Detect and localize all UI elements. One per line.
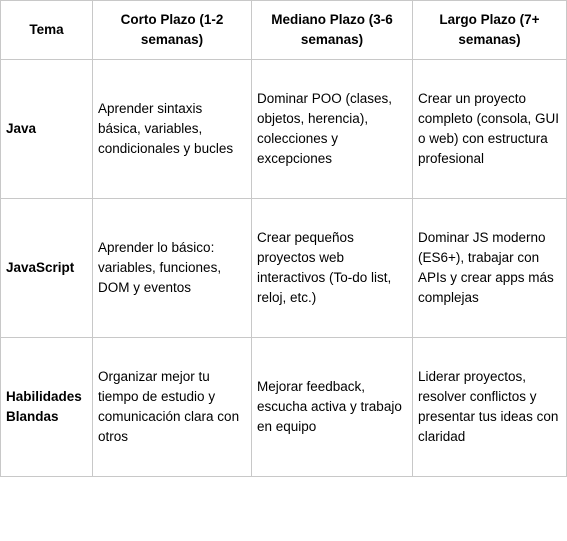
row-topic: Habilidades Blandas [1, 338, 93, 477]
header-medium-term: Mediano Plazo (3-6 semanas) [252, 1, 413, 60]
cell-long-term: Crear un proyecto completo (consola, GUI o web) con estructura profesional [413, 60, 567, 199]
header-short-term: Corto Plazo (1-2 semanas) [93, 1, 252, 60]
cell-long-term: Dominar JS moderno (ES6+), trabajar con APIs y crear apps más complejas [413, 199, 567, 338]
cell-medium-term: Dominar POO (clases, objetos, herencia), colecciones y excepciones [252, 60, 413, 199]
header-row [1, 1, 567, 60]
row-topic: JavaScript [1, 199, 93, 338]
cell-short-term: Aprender sintaxis básica, variables, condicionales y bucles [93, 60, 252, 199]
table-row [1, 60, 567, 199]
cell-short-term: Aprender lo básico: variables, funciones, DOM y eventos [93, 199, 252, 338]
cell-medium-term: Mejorar feedback, escucha activa y trabajo en equipo [252, 338, 413, 477]
table-row [1, 199, 567, 338]
table-row [1, 338, 567, 477]
row-topic: Java [1, 60, 93, 199]
cell-medium-term: Crear pequeños proyectos web interactivos (To-do list, reloj, etc.) [252, 199, 413, 338]
header-topic: Tema [1, 1, 93, 60]
cell-short-term: Organizar mejor tu tiempo de estudio y comunicación clara con otros [93, 338, 252, 477]
header-long-term: Largo Plazo (7+ semanas) [413, 1, 567, 60]
cell-long-term: Liderar proyectos, resolver conflictos y presentar tus ideas con claridad [413, 338, 567, 477]
